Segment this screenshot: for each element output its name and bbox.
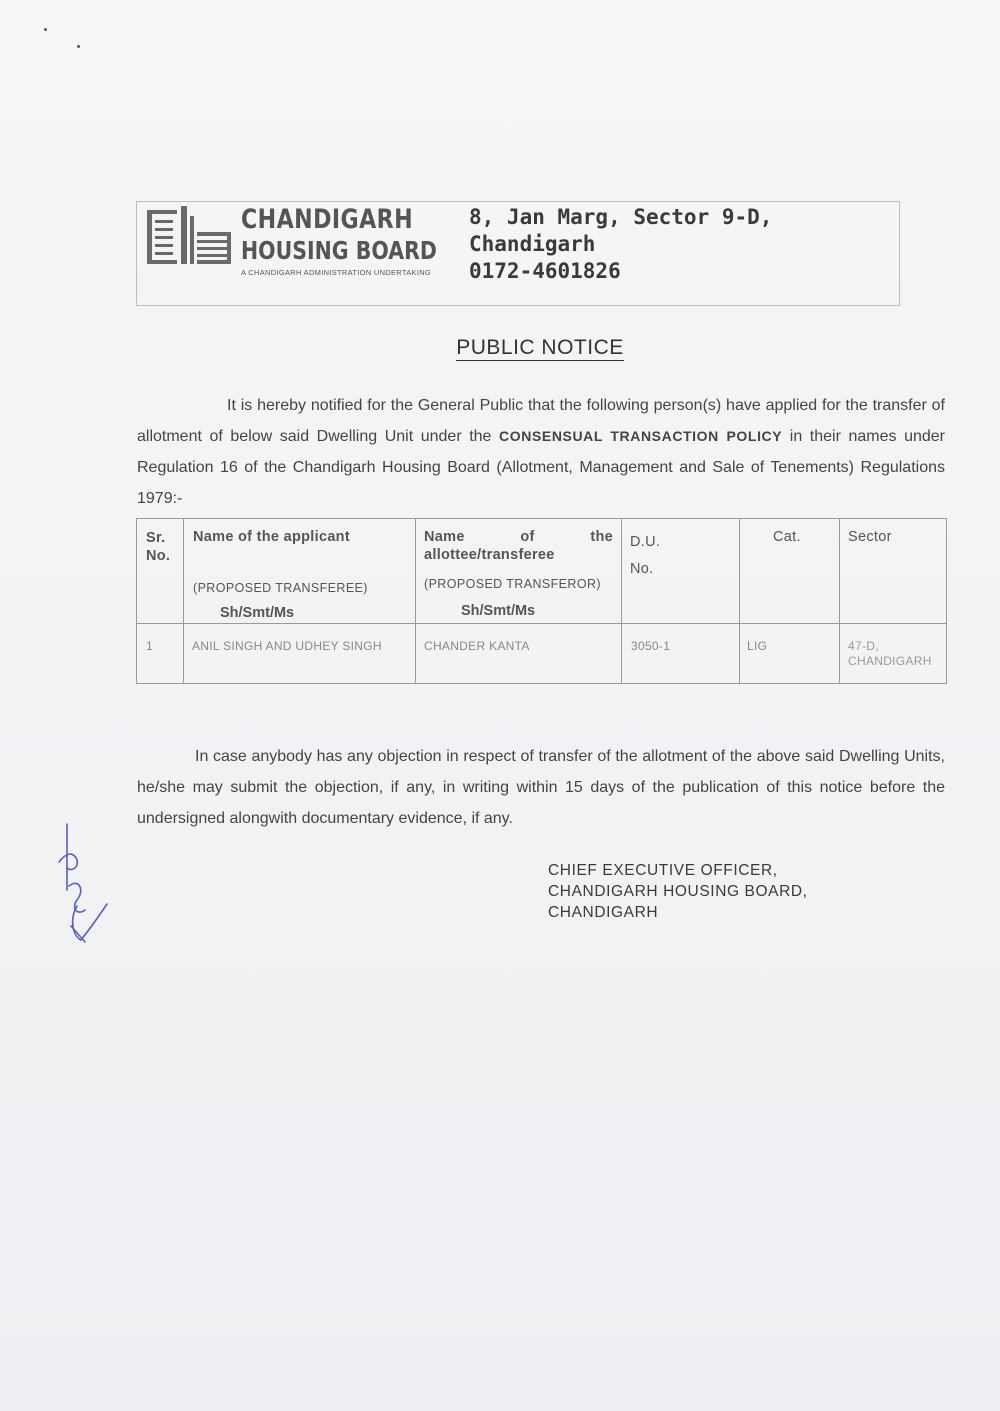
table-header-row [137, 519, 947, 624]
address-line2: Chandigarh [469, 232, 596, 256]
phone-number: 0172-4601826 [469, 259, 621, 283]
objection-paragraph [137, 741, 945, 834]
notice-title-text: PUBLIC NOTICE [456, 336, 624, 359]
intro-text-1: It is hereby notified for the General Public that the following person(s) have applied for the transfer of allotment of below said Dwelling Unit under the [137, 397, 945, 445]
header-applicant-title: Name of the applicant [193, 529, 350, 545]
allotment-table [136, 518, 947, 684]
scan-speck [77, 45, 80, 48]
signatory-line1: CHIEF EXECUTIVE OFFICER, [548, 862, 778, 879]
org-name-line2: HOUSING BOARD [241, 236, 437, 265]
header-allottee-word: of [520, 529, 535, 545]
header-cat: Cat. [740, 519, 840, 624]
table-row [137, 624, 947, 684]
objection-text: In case anybody has any objection in respect of transfer of the allotment of the above said Dwelling Units, he/she may submit the objection, if any, in writing within 15 days of the publication of this notice before the undersigned alongwith documentary evidence, if any. [137, 748, 945, 827]
row-applicant: ANIL SINGH AND UDHEY SINGH [192, 639, 382, 653]
handwritten-initials-icon [55, 820, 115, 950]
header-allottee [416, 519, 622, 624]
scan-speck [44, 28, 47, 31]
intro-text-2: in their names under Regulation 16 of the Chandigarh Housing Board (Allotment, Management and Sale of Tenements) Regulations 1979:- [137, 428, 945, 507]
chb-logo-icon [147, 206, 233, 266]
header-applicant [184, 519, 416, 624]
header-applicant-sub: (PROPOSED TRANSFEREE) [193, 581, 368, 595]
letterhead [136, 201, 900, 306]
header-allottee-word: allottee/transferee [424, 547, 555, 563]
header-sr: Sr. No. [137, 519, 184, 624]
header-allottee-sub: (PROPOSED TRANSFEROR) [424, 577, 601, 591]
header-du-line1: D.U. [630, 534, 661, 550]
policy-name: CONSENSUAL TRANSACTION POLICY [499, 428, 783, 444]
header-sector: Sector [840, 519, 947, 624]
row-du: 3050-1 [631, 639, 671, 653]
header-du [622, 519, 740, 624]
header-applicant-honorific: Sh/Smt/Ms [220, 605, 295, 621]
row-allottee: CHANDER KANTA [424, 639, 530, 653]
notice-title [0, 336, 1000, 360]
row-sector-line1: 47-D, [848, 639, 879, 653]
signatory-line2: CHANDIGARH HOUSING BOARD, [548, 883, 808, 900]
signatory-line3: CHANDIGARH [548, 904, 659, 921]
intro-paragraph [137, 390, 945, 514]
letterhead-address [469, 204, 772, 285]
row-cat: LIG [747, 639, 768, 653]
address-line1: 8, Jan Marg, Sector 9-D, [469, 205, 773, 229]
header-allottee-word: Name [424, 529, 465, 545]
signatory-block [548, 860, 808, 923]
org-name-line1: CHANDIGARH [241, 204, 414, 235]
row-sr: 1 [146, 639, 153, 653]
org-tagline: A CHANDIGARH ADMINISTRATION UNDERTAKING [241, 268, 432, 277]
row-sector-line2: CHANDIGARH [848, 654, 932, 668]
header-du-line2: No. [630, 561, 654, 577]
header-allottee-honorific: Sh/Smt/Ms [461, 603, 536, 619]
header-allottee-word: the [590, 529, 613, 545]
